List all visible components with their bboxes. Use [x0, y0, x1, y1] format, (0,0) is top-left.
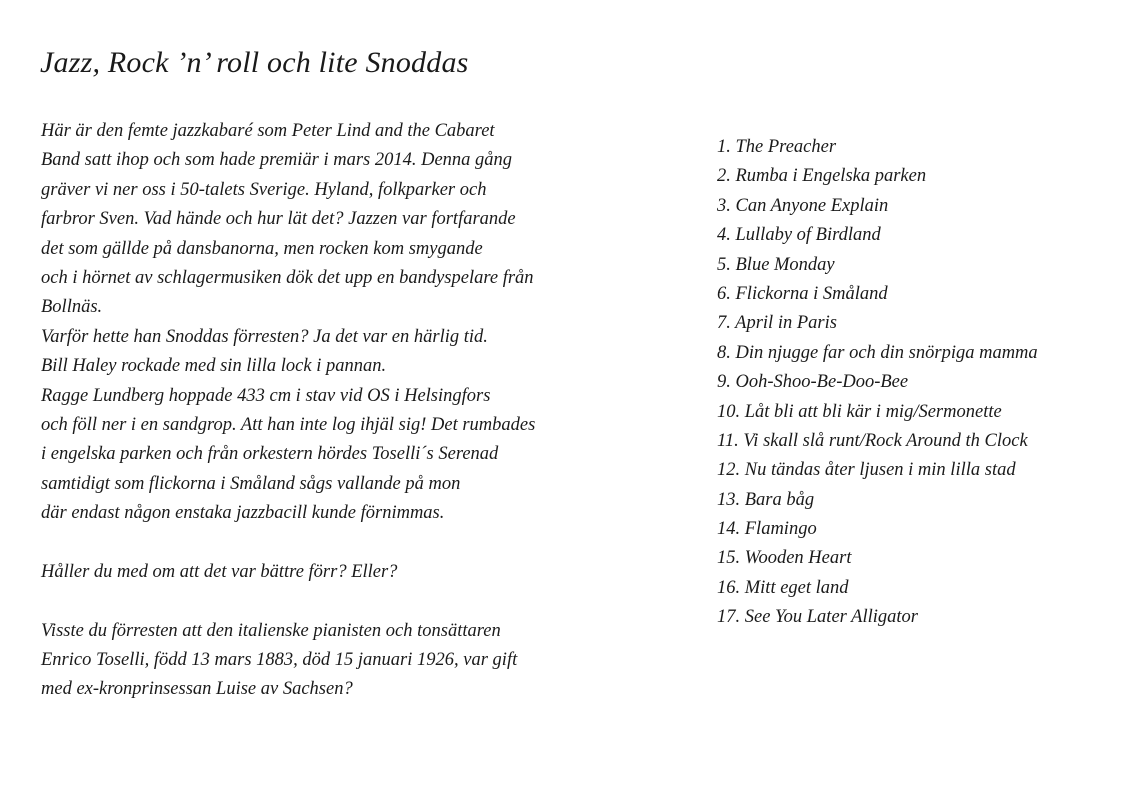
- track-item: 14. Flamingo: [717, 519, 817, 540]
- question-line: Håller du med om att det var bättre förr? Eller?: [41, 561, 398, 582]
- intro-line: Här är den femte jazzkabaré som Peter Lind and the Cabaret: [41, 121, 495, 141]
- track-item: 6. Flickorna i Småland: [717, 283, 888, 304]
- intro-line: Bollnäs.: [41, 297, 103, 318]
- intro-line: i engelska parken och från orkestern hördes Toselli´s Serenad: [41, 444, 499, 465]
- fact-line: Visste du förresten att den italienske pianisten och tonsättaren: [41, 620, 501, 641]
- intro-line: Band satt ihop och som hade premiär i mars 2014. Denna gång: [41, 150, 513, 171]
- track-item: 11. Vi skall slå runt/Rock Around th Clock: [717, 430, 1028, 451]
- intro-line: Varför hette han Snoddas förresten? Ja det var en härlig tid.: [41, 326, 488, 347]
- track-item: 17. See You Later Alligator: [717, 607, 918, 628]
- fact-line: med ex-kronprinsessan Luise av Sachsen?: [41, 679, 353, 700]
- track-item: 5. Blue Monday: [717, 254, 835, 275]
- track-item: 12. Nu tändas åter ljusen i min lilla stad: [717, 460, 1016, 481]
- track-item: 10. Låt bli att bli kär i mig/Sermonette: [717, 401, 1002, 422]
- paragraph-gap: [41, 587, 601, 616]
- track-list: [717, 133, 1038, 633]
- intro-line: farbror Sven. Vad hände och hur lät det? Jazzen var fortfarande: [41, 209, 516, 230]
- track-item: 3. Can Anyone Explain: [717, 195, 889, 216]
- intro-line: gräver vi ner oss i 50-talets Sverige. Hyland, folkparker och: [41, 179, 487, 200]
- intro-line: Ragge Lundberg hoppade 433 cm i stav vid OS i Helsingfors: [41, 385, 491, 406]
- paragraph-gap: [41, 528, 601, 557]
- intro-line: det som gällde på dansbanorna, men rocken kom smygande: [41, 238, 483, 259]
- track-item: 4. Lullaby of Birdland: [717, 225, 881, 246]
- fact-line: Enrico Toselli, född 13 mars 1883, död 15 januari 1926, var gift: [41, 650, 518, 671]
- intro-line: Bill Haley rockade med sin lilla lock i pannan.: [41, 356, 387, 377]
- track-item: 7. April in Paris: [717, 313, 837, 334]
- intro-line: och i hörnet av schlagermusiken dök det upp en bandyspelare från: [41, 267, 534, 288]
- track-item: 13. Bara båg: [717, 489, 815, 510]
- body-text: [41, 117, 601, 705]
- track-item: 16. Mitt eget land: [717, 577, 849, 598]
- track-item: 9. Ooh-Shoo-Be-Doo-Bee: [717, 372, 909, 393]
- track-item: 1. The Preacher: [717, 137, 837, 157]
- track-item: 2. Rumba i Engelska parken: [717, 166, 927, 187]
- intro-line: och föll ner i en sandgrop. Att han inte log ihjäl sig! Det rumbades: [41, 414, 536, 435]
- track-item: 15. Wooden Heart: [717, 548, 852, 569]
- page-title: Jazz, Rock ’n’ roll och lite Snoddas: [40, 46, 469, 79]
- intro-line: samtidigt som flickorna i Småland sågs vallande på mon: [41, 473, 461, 494]
- intro-line: där endast någon enstaka jazzbacill kunde förnimmas.: [41, 503, 445, 524]
- track-item: 8. Din njugge far och din snörpiga mamma: [717, 342, 1038, 363]
